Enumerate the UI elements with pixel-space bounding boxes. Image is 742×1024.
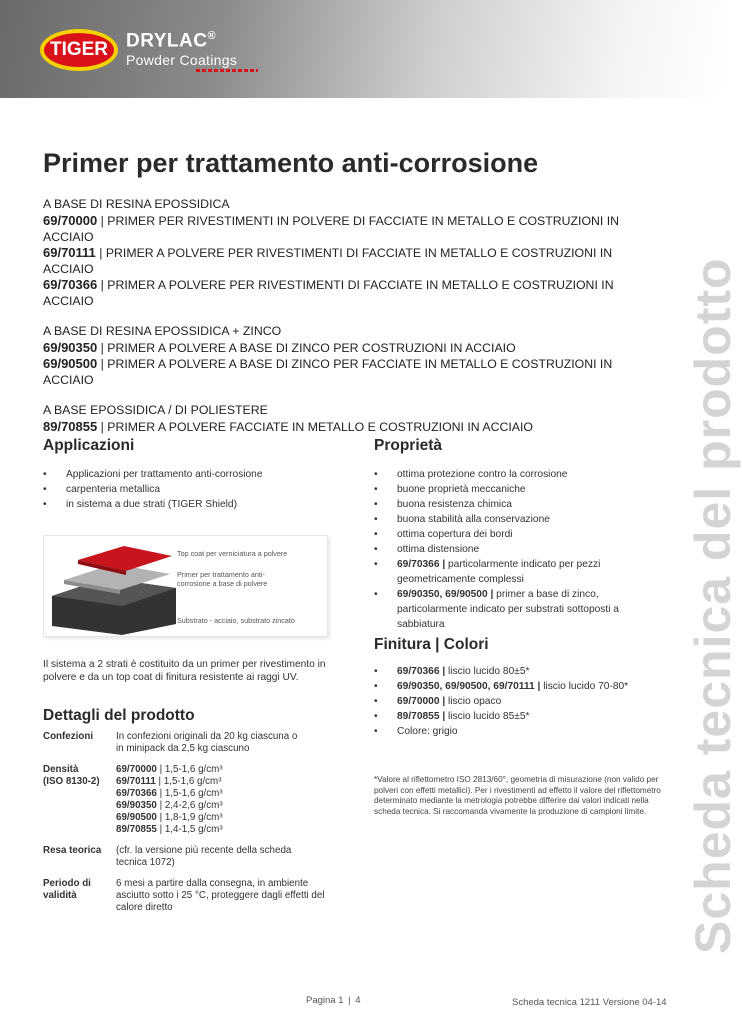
list-item: • 69/70000 | liscio opaco: [374, 694, 674, 709]
details-label: Densità (ISO 8130-2): [43, 764, 100, 787]
substrate-label: Substrato - acciaio, substrato zincato: [177, 616, 295, 625]
details-row: [43, 845, 329, 869]
list-item: • ottima protezione contro la corrosione: [374, 467, 644, 482]
tiger-logo-text: TIGER: [49, 39, 109, 60]
product-line: 69/90500 | PRIMER A POLVERE A BASE DI ZINCO PER FACCIATE IN METALLO E COSTRUZIONI IN ACCIAIO: [43, 356, 613, 387]
details-label: Confezioni: [43, 731, 94, 742]
topcoat-label: Top coat per verniciatura a polvere: [177, 549, 288, 558]
list-item: • ottima distensione: [374, 542, 644, 557]
list-item: • 69/90350, 69/90500, 69/70111 | liscio lucido 70-80*: [374, 679, 674, 694]
list-item: • Applicazioni per trattamento anti-corrosione: [43, 467, 333, 482]
applicazioni-heading: Applicazioni: [43, 437, 135, 454]
proprieta-list: [374, 467, 644, 632]
topcoat-layer: [78, 546, 172, 571]
list-item: • buona resistenza chimica: [374, 497, 644, 512]
list-item: • 69/90350, 69/90500 | primer a base di zinco, particolarmente indicato per substrati sottoposti a sabbiatura: [374, 587, 644, 632]
details-value: 69/70000 | 1,5-1,6 g/cm³ 69/70111 | 1,5-1,6 g/cm³ 69/70366 | 1,5-1,6 g/cm³ 69/90350 | 2,4-2,6 g/cm³ 69/90500 | 1,8-1,9 g/cm³ 89/70855 | 1,4-1,5 g/cm³: [116, 764, 223, 835]
product-line: 69/70111 | PRIMER A POLVERE PER RIVESTIMENTI DI FACCIATE IN METALLO E COSTRUZIONI IN ACCIAIO: [43, 245, 613, 276]
product-line: 69/90350 | PRIMER A POLVERE A BASE DI ZINCO PER COSTRUZIONI IN ACCIAIO: [43, 340, 516, 355]
list-item: • in sistema a due strati (TIGER Shield): [43, 497, 333, 512]
dettagli-heading: Dettagli del prodotto: [43, 707, 195, 724]
product-group: [43, 196, 663, 309]
logo-dots-decoration: [196, 69, 258, 72]
list-item: • Colore: grigio: [374, 724, 674, 739]
product-group-base: A BASE EPOSSIDICA / DI POLIESTERE: [43, 403, 268, 417]
product-details-table: [43, 731, 329, 923]
product-line: 89/70855 | PRIMER A POLVERE FACCIATE IN METALLO E COSTRUZIONI IN ACCIAIO: [43, 419, 533, 434]
product-list: [43, 196, 663, 449]
list-item: • buone proprietà meccaniche: [374, 482, 644, 497]
powder-coatings-text: Powder Coatings: [126, 52, 238, 68]
product-line: 69/70366 | PRIMER A POLVERE PER RIVESTIMENTI DI FACCIATE IN METALLO E COSTRUZIONI IN ACCIAIO: [43, 277, 614, 308]
details-value: (cfr. la versione più recente della scheda tecnica 1072): [116, 845, 292, 868]
list-item: • 69/70366 | liscio lucido 80±5*: [374, 664, 674, 679]
document-reference: Scheda tecnica 1211 Versione 04-14: [512, 997, 667, 1008]
details-row: [43, 764, 329, 836]
applicazioni-list: [43, 467, 333, 512]
list-item: • 69/70366 | particolarmente indicato per pezzi geometricamente complessi: [374, 557, 644, 587]
reflectometer-note: *Valore al riflettometro ISO 2813/60°, geometria di misurazione (non valido per polveri con effetti metallici). Per i rivestimenti ad effetto il valore del riflettometro determinato mediante la metrologia potrebbe differire dai valori indicati nella scheda tecnica. Si raccomanda vivamente la produzione di campioni limite.: [374, 775, 661, 816]
proprieta-heading: Proprietà: [374, 437, 443, 454]
finitura-list: [374, 664, 674, 739]
layer-diagram: [43, 535, 328, 637]
finitura-heading: Finitura | Colori: [374, 636, 489, 653]
product-group: [43, 323, 663, 388]
list-item: • buona stabilità alla conservazione: [374, 512, 644, 527]
system-description: Il sistema a 2 strati è costituito da un primer per rivestimento in polvere e da un top coat di finitura resistente ai raggi UV.: [43, 659, 326, 683]
drylac-logo-text: DRYLAC®: [126, 30, 217, 52]
details-row: [43, 731, 329, 755]
product-line: 69/70000 | PRIMER PER RIVESTIMENTI IN POLVERE DI FACCIATE IN METALLO E COSTRUZIONI IN ACCIAIO: [43, 213, 620, 244]
page-number: Pagina 1 | 4: [306, 995, 361, 1006]
details-value: In confezioni originali da 20 kg ciascuna o in minipack da 2,5 kg ciascuno: [116, 731, 298, 754]
details-label: Periodo di validità: [43, 878, 91, 901]
tiger-logo: [40, 29, 118, 71]
product-group-base: A BASE DI RESINA EPOSSIDICA + ZINCO: [43, 324, 282, 338]
list-item: • carpenteria metallica: [43, 482, 333, 497]
product-group: [43, 402, 663, 435]
page-title: Primer per trattamento anti-corrosione: [43, 148, 539, 178]
list-item: • 89/70855 | liscio lucido 85±5*: [374, 709, 674, 724]
details-row: [43, 878, 329, 914]
product-group-base: A BASE DI RESINA EPOSSIDICA: [43, 197, 230, 211]
primer-label: Primer per trattamento anti-corrosione a base di polvere: [177, 570, 268, 588]
details-label: Resa teorica: [43, 845, 102, 856]
page-header: [0, 0, 725, 98]
details-value: 6 mesi a partire dalla consegna, in ambiente asciutto sotto i 25 °C, proteggere dagli effetti del calore diretto: [116, 878, 325, 913]
list-item: • ottima copertura dei bordi: [374, 527, 644, 542]
